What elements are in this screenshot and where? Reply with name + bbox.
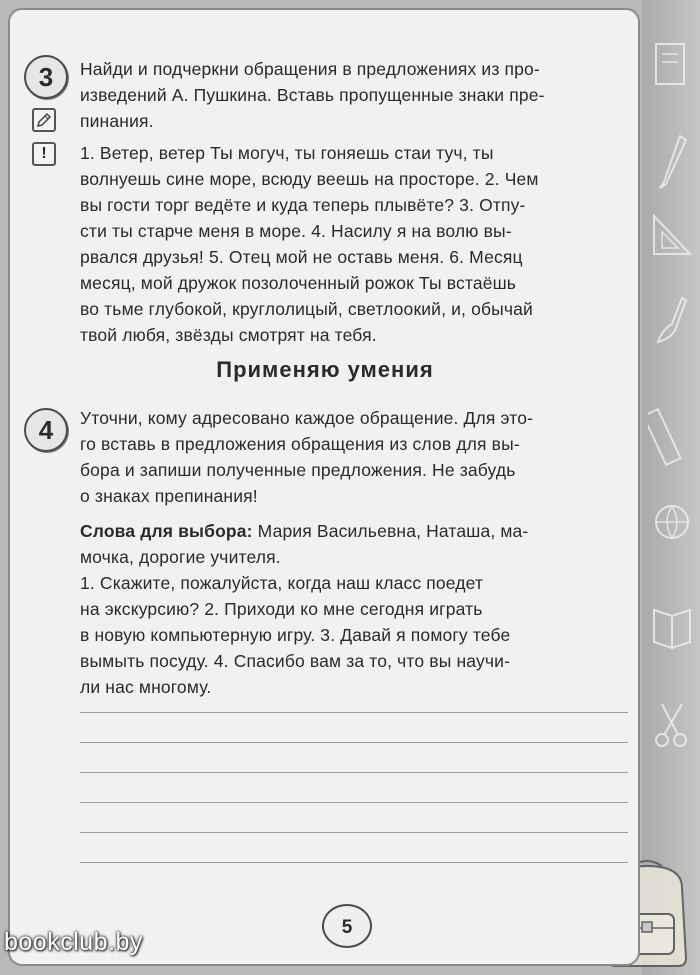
task-3-instruction-line: изведений А. Пушкина. Вставь пропущенные знаки пре- bbox=[80, 85, 545, 105]
task-4-instruction-line: го вставь в предложения обращения из слов для вы- bbox=[80, 434, 520, 454]
task-4-text-line: 1. Скажите, пожалуйста, когда наш класс поедет bbox=[80, 573, 484, 593]
task-3-number-badge: 3 bbox=[24, 55, 68, 99]
task-4-text bbox=[80, 570, 628, 700]
answer-writing-line[interactable] bbox=[80, 832, 628, 833]
pencil-icon bbox=[32, 108, 56, 132]
pencil-doodle-icon bbox=[652, 130, 692, 190]
words-for-choice-values: Мария Васильевна, Наташа, ма- bbox=[252, 521, 529, 541]
task-3-text-line: вы гости торг ведёте и куда теперь плывёте? 3. Отпу- bbox=[80, 195, 526, 215]
task-3-instruction-line: пинания. bbox=[80, 111, 154, 131]
task-4-instruction-line: бора и запиши полученные предложения. Не забудь bbox=[80, 460, 516, 480]
task-4-instruction-line: о знаках препинания! bbox=[80, 486, 258, 506]
scissors-doodle-icon bbox=[652, 700, 692, 750]
answer-writing-line[interactable] bbox=[80, 712, 628, 713]
decorative-side-strip bbox=[642, 0, 700, 975]
task-3-text-line: волнуешь сине море, всюду веешь на просторе. 2. Чем bbox=[80, 169, 539, 189]
section-heading: Применяю умения bbox=[216, 357, 434, 382]
answer-writing-line[interactable] bbox=[80, 862, 628, 863]
task-4-text-line: в новую компьютерную игру. 3. Давай я помогу тебе bbox=[80, 625, 511, 645]
task-4-number-badge: 4 bbox=[24, 408, 68, 452]
answer-writing-line[interactable] bbox=[80, 802, 628, 803]
task-3-text-line: во тьме глубокой, круглолицый, светлоокий, и, обычай bbox=[80, 299, 533, 319]
task-3-instruction bbox=[80, 56, 628, 134]
watermark: bookclub.by bbox=[4, 928, 143, 956]
brush-doodle-icon bbox=[652, 290, 692, 350]
page-number: 5 bbox=[322, 904, 372, 948]
answer-writing-line[interactable] bbox=[80, 742, 628, 743]
words-for-choice bbox=[80, 518, 628, 570]
task-3-text-line: сти ты старче меня в море. 4. Насилу я на волю вы- bbox=[80, 221, 512, 241]
exclamation-icon: ! bbox=[32, 142, 56, 166]
words-for-choice-line bbox=[80, 518, 628, 544]
notebook-doodle-icon bbox=[650, 40, 690, 90]
ruler-doodle-icon bbox=[648, 400, 694, 470]
globe-doodle-icon bbox=[650, 500, 694, 548]
task-3-text-line: 1. Ветер, ветер Ты могуч, ты гоняешь стаи туч, ты bbox=[80, 143, 494, 163]
task-3-instruction-line: Найди и подчеркни обращения в предложениях из про- bbox=[80, 59, 540, 79]
task-4-instruction bbox=[80, 405, 628, 509]
triangle-ruler-doodle-icon bbox=[650, 210, 694, 260]
words-for-choice-label: Слова для выбора: bbox=[80, 521, 253, 541]
book-doodle-icon bbox=[650, 600, 694, 650]
task-3-text bbox=[80, 140, 628, 348]
task-3-text-line: твой любя, звёзды смотрят на тебя. bbox=[80, 325, 377, 345]
task-4-text-line: на экскурсию? 2. Приходи ко мне сегодня играть bbox=[80, 599, 483, 619]
task-4-text-line: ли нас многому. bbox=[80, 677, 212, 697]
answer-writing-line[interactable] bbox=[80, 772, 628, 773]
task-3-text-line: рвался друзья! 5. Отец мой не оставь меня. 6. Месяц bbox=[80, 247, 523, 267]
task-4-text-line: вымыть посуду. 4. Спасибо вам за то, что вы научи- bbox=[80, 651, 511, 671]
words-for-choice-line: мочка, дорогие учителя. bbox=[80, 547, 281, 567]
task-3-text-line: месяц, мой дружок позолоченный рожок Ты встаёшь bbox=[80, 273, 517, 293]
task-4-instruction-line: Уточни, кому адресовано каждое обращение. Для это- bbox=[80, 408, 534, 428]
